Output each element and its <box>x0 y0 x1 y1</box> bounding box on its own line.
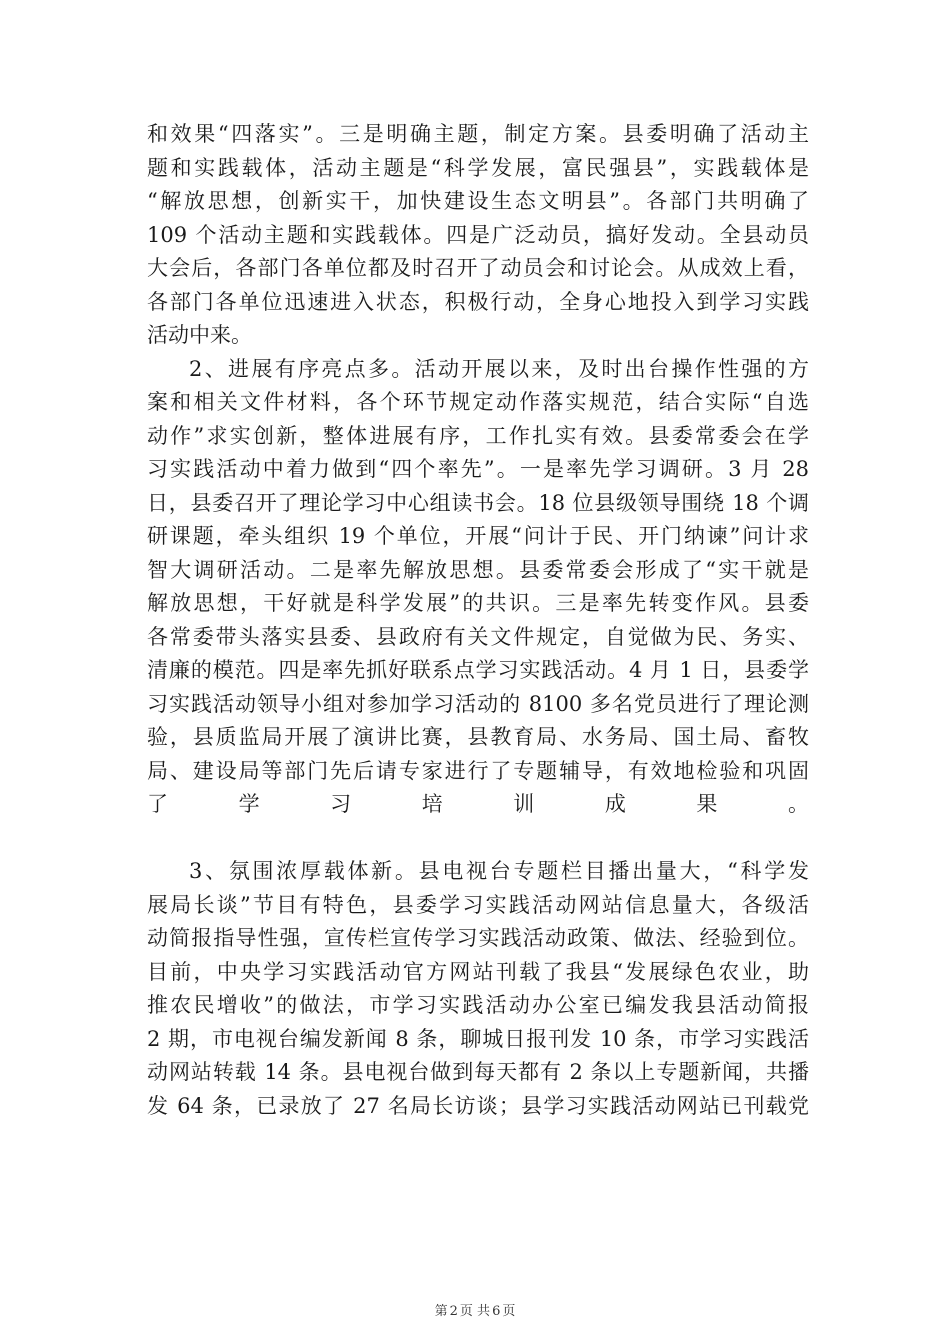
text-line: 研课题，牵头组织 19 个单位，开展“问计于民、开门纳谏”问计求 <box>147 524 809 548</box>
text-line: 3、氛围浓厚载体新。县电视台专题栏目播出量大，“科学发 <box>189 859 809 883</box>
text-line: 和效果“四落实”。三是明确主题，制定方案。县委明确了活动主 <box>147 122 809 146</box>
text-line: 清廉的模范。四是率先抓好联系点学习实践活动。4 月 1 日，县委学 <box>147 658 809 682</box>
text-line: 习实践活动中着力做到“四个率先”。一是率先学习调研。3 月 28 <box>147 457 809 481</box>
text-line: 大会后，各部门各单位都及时召开了动员会和讨论会。从成效上看， <box>147 256 809 280</box>
paragraph-2 <box>147 353 809 856</box>
text-line: 动简报指导性强，宣传栏宣传学习实践活动政策、做法、经验到位。 <box>147 926 809 950</box>
text-line: 目前，中央学习实践活动官方网站刊载了我县“发展绿色农业，助 <box>147 959 809 984</box>
text-line: 活动中来。 <box>147 323 252 347</box>
page-footer <box>0 1300 950 1319</box>
paragraph-1 <box>147 118 809 353</box>
text-line: 2、进展有序亮点多。活动开展以来，及时出台操作性强的方 <box>189 356 809 381</box>
current-page-number: 2 <box>449 1304 458 1319</box>
text-line: “解放思想，创新实干，加快建设生态文明县”。各部门共明确了 <box>147 189 809 213</box>
footer-middle: 页 共 <box>459 1304 491 1319</box>
text-line: 题和实践载体，活动主题是“科学发展，富民强县”，实践载体是 <box>147 155 809 180</box>
text-line <box>147 822 809 856</box>
text-line: 各常委带头落实县委、县政府有关文件规定，自觉做为民、务实、 <box>147 624 809 649</box>
text-line: 习实践活动领导小组对参加学习活动的 8100 多名党员进行了理论测 <box>147 691 809 716</box>
text-line: 案和相关文件材料，各个环节规定动作落实规范，结合实际“自选 <box>147 390 809 414</box>
document-body <box>147 118 809 1123</box>
text-line: 验，县质监局开展了演讲比赛，县教育局、水务局、国土局、畜牧 <box>147 725 809 749</box>
footer-prefix: 第 <box>434 1304 448 1319</box>
total-page-count: 6 <box>492 1304 501 1319</box>
footer-suffix: 页 <box>502 1304 516 1319</box>
text-line: 日，县委召开了理论学习中心组读书会。18 位县级领导围绕 18 个调 <box>147 490 809 515</box>
text-line: 发 64 条，已录放了 27 名局长访谈；县学习实践活动网站已刊载党 <box>147 1093 809 1118</box>
text-line: 各部门各单位迅速进入状态，积极行动，全身心地投入到学习实践 <box>147 289 809 314</box>
text-line: 推农民增收”的做法，市学习实践活动办公室已编发我县活动简报 <box>147 993 809 1017</box>
text-line: 解放思想，干好就是科学发展”的共识。三是率先转变作风。县委 <box>147 591 809 615</box>
text-line: 109 个活动主题和实践载体。四是广泛动员，搞好发动。全县动员 <box>147 222 809 247</box>
text-line: 展局长谈”节目有特色，县委学习实践活动网站信息量大，各级活 <box>147 892 809 917</box>
text-line: 2 期，市电视台编发新闻 8 条，聊城日报刊发 10 条，市学习实践活 <box>147 1026 809 1051</box>
text-line: 动网站转载 14 条。县电视台做到每天都有 2 条以上专题新闻，共播 <box>147 1060 809 1084</box>
text-line: 了学习培训成果。 <box>147 792 809 816</box>
text-line: 动作”求实创新，整体进展有序，工作扎实有效。县委常委会在学 <box>147 423 809 448</box>
text-line: 智大调研活动。二是率先解放思想。县委常委会形成了“实干就是 <box>147 557 809 582</box>
paragraph-3 <box>147 855 809 1123</box>
text-line: 局、建设局等部门先后请专家进行了专题辅导，有效地检验和巩固 <box>147 758 809 783</box>
